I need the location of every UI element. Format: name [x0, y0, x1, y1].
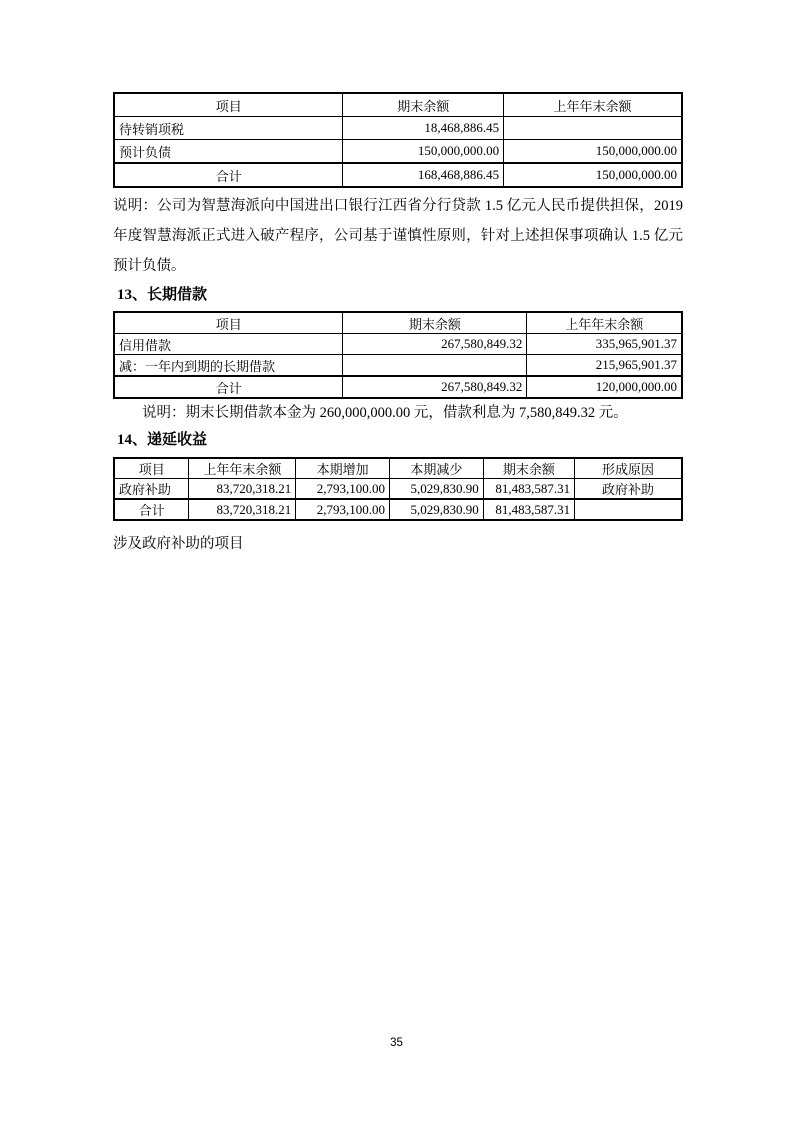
table-total-row: [114, 376, 682, 398]
cell-ending-balance: 267,580,849.32: [343, 376, 527, 398]
header-increase: 本期增加: [296, 458, 390, 479]
cell-ending-balance: 81,483,587.31: [483, 499, 574, 520]
cell-item: 预计负债: [114, 140, 343, 164]
cell-prior-year-balance: [504, 117, 682, 140]
cell-item: 政府补助: [114, 479, 189, 500]
cell-prior-year-balance: 150,000,000.00: [504, 163, 682, 187]
section-14-heading: 14、递延收益: [117, 432, 208, 448]
header-item: 项目: [114, 93, 343, 117]
table-row: [114, 334, 682, 355]
long-term-borrowings-table: [113, 311, 683, 399]
header-item: 项目: [114, 312, 343, 334]
cell-total-label: 合计: [114, 499, 189, 520]
cell-reason: 政府补助: [575, 479, 682, 500]
cell-prior-year-balance: 150,000,000.00: [504, 140, 682, 164]
table-header-row: [114, 458, 682, 479]
table-row: [114, 117, 682, 140]
header-prior-year-balance: 上年年末余额: [189, 458, 296, 479]
cell-ending-balance: [343, 355, 527, 377]
table-row: [114, 355, 682, 377]
header-reason: 形成原因: [575, 458, 682, 479]
table-row: [114, 140, 682, 164]
page-number: 35: [390, 1037, 403, 1049]
cell-ending-balance: 168,468,886.45: [343, 163, 504, 187]
cell-decrease: 5,029,830.90: [389, 499, 483, 520]
cell-item: 减：一年内到期的长期借款: [114, 355, 343, 377]
cell-ending-balance: 267,580,849.32: [343, 334, 527, 355]
deferred-income-table: [113, 457, 683, 521]
cell-increase: 2,793,100.00: [296, 479, 390, 500]
cell-item: 待转销项税: [114, 117, 343, 140]
table-header-row: [114, 93, 682, 117]
cell-item: 信用借款: [114, 334, 343, 355]
cell-ending-balance: 18,468,886.45: [343, 117, 504, 140]
table-row: [114, 479, 682, 500]
cell-total-label: 合计: [114, 376, 343, 398]
cell-prior-year-balance: 83,720,318.21: [189, 499, 296, 520]
table-header-row: [114, 312, 682, 334]
cell-prior-year-balance: 335,965,901.37: [527, 334, 682, 355]
header-ending-balance: 期末余额: [343, 93, 504, 117]
report-page-content: [113, 92, 683, 554]
government-grants-caption: 涉及政府补助的项目: [113, 536, 244, 552]
header-prior-year-balance: 上年年末余额: [527, 312, 682, 334]
cell-ending-balance: 150,000,000.00: [343, 140, 504, 164]
liabilities-table: [113, 92, 683, 188]
section-13-heading: 13、长期借款: [117, 287, 208, 303]
cell-decrease: 5,029,830.90: [389, 479, 483, 500]
header-prior-year-balance: 上年年末余额: [504, 93, 682, 117]
cell-prior-year-balance: 83,720,318.21: [189, 479, 296, 500]
cell-prior-year-balance: 215,965,901.37: [527, 355, 682, 377]
cell-increase: 2,793,100.00: [296, 499, 390, 520]
cell-prior-year-balance: 120,000,000.00: [527, 376, 682, 398]
header-decrease: 本期减少: [389, 458, 483, 479]
cell-reason: [575, 499, 682, 520]
header-ending-balance: 期末余额: [483, 458, 574, 479]
table-total-row: [114, 163, 682, 187]
cell-total-label: 合计: [114, 163, 343, 187]
table-total-row: [114, 499, 682, 520]
header-ending-balance: 期末余额: [343, 312, 527, 334]
cell-ending-balance: 81,483,587.31: [483, 479, 574, 500]
borrowings-note: 说明：期末长期借款本金为 260,000,000.00 元，借款利息为 7,580,849.32 元。: [142, 405, 628, 421]
header-item: 项目: [114, 458, 189, 479]
liabilities-note: 说明：公司为智慧海派向中国进出口银行江西省分行贷款 1.5 亿元人民币提供担保，2019 年度智慧海派正式进入破产程序，公司基于谨慎性原则，针对上述担保事项确认 1.5 亿元预计负债。: [113, 198, 683, 274]
